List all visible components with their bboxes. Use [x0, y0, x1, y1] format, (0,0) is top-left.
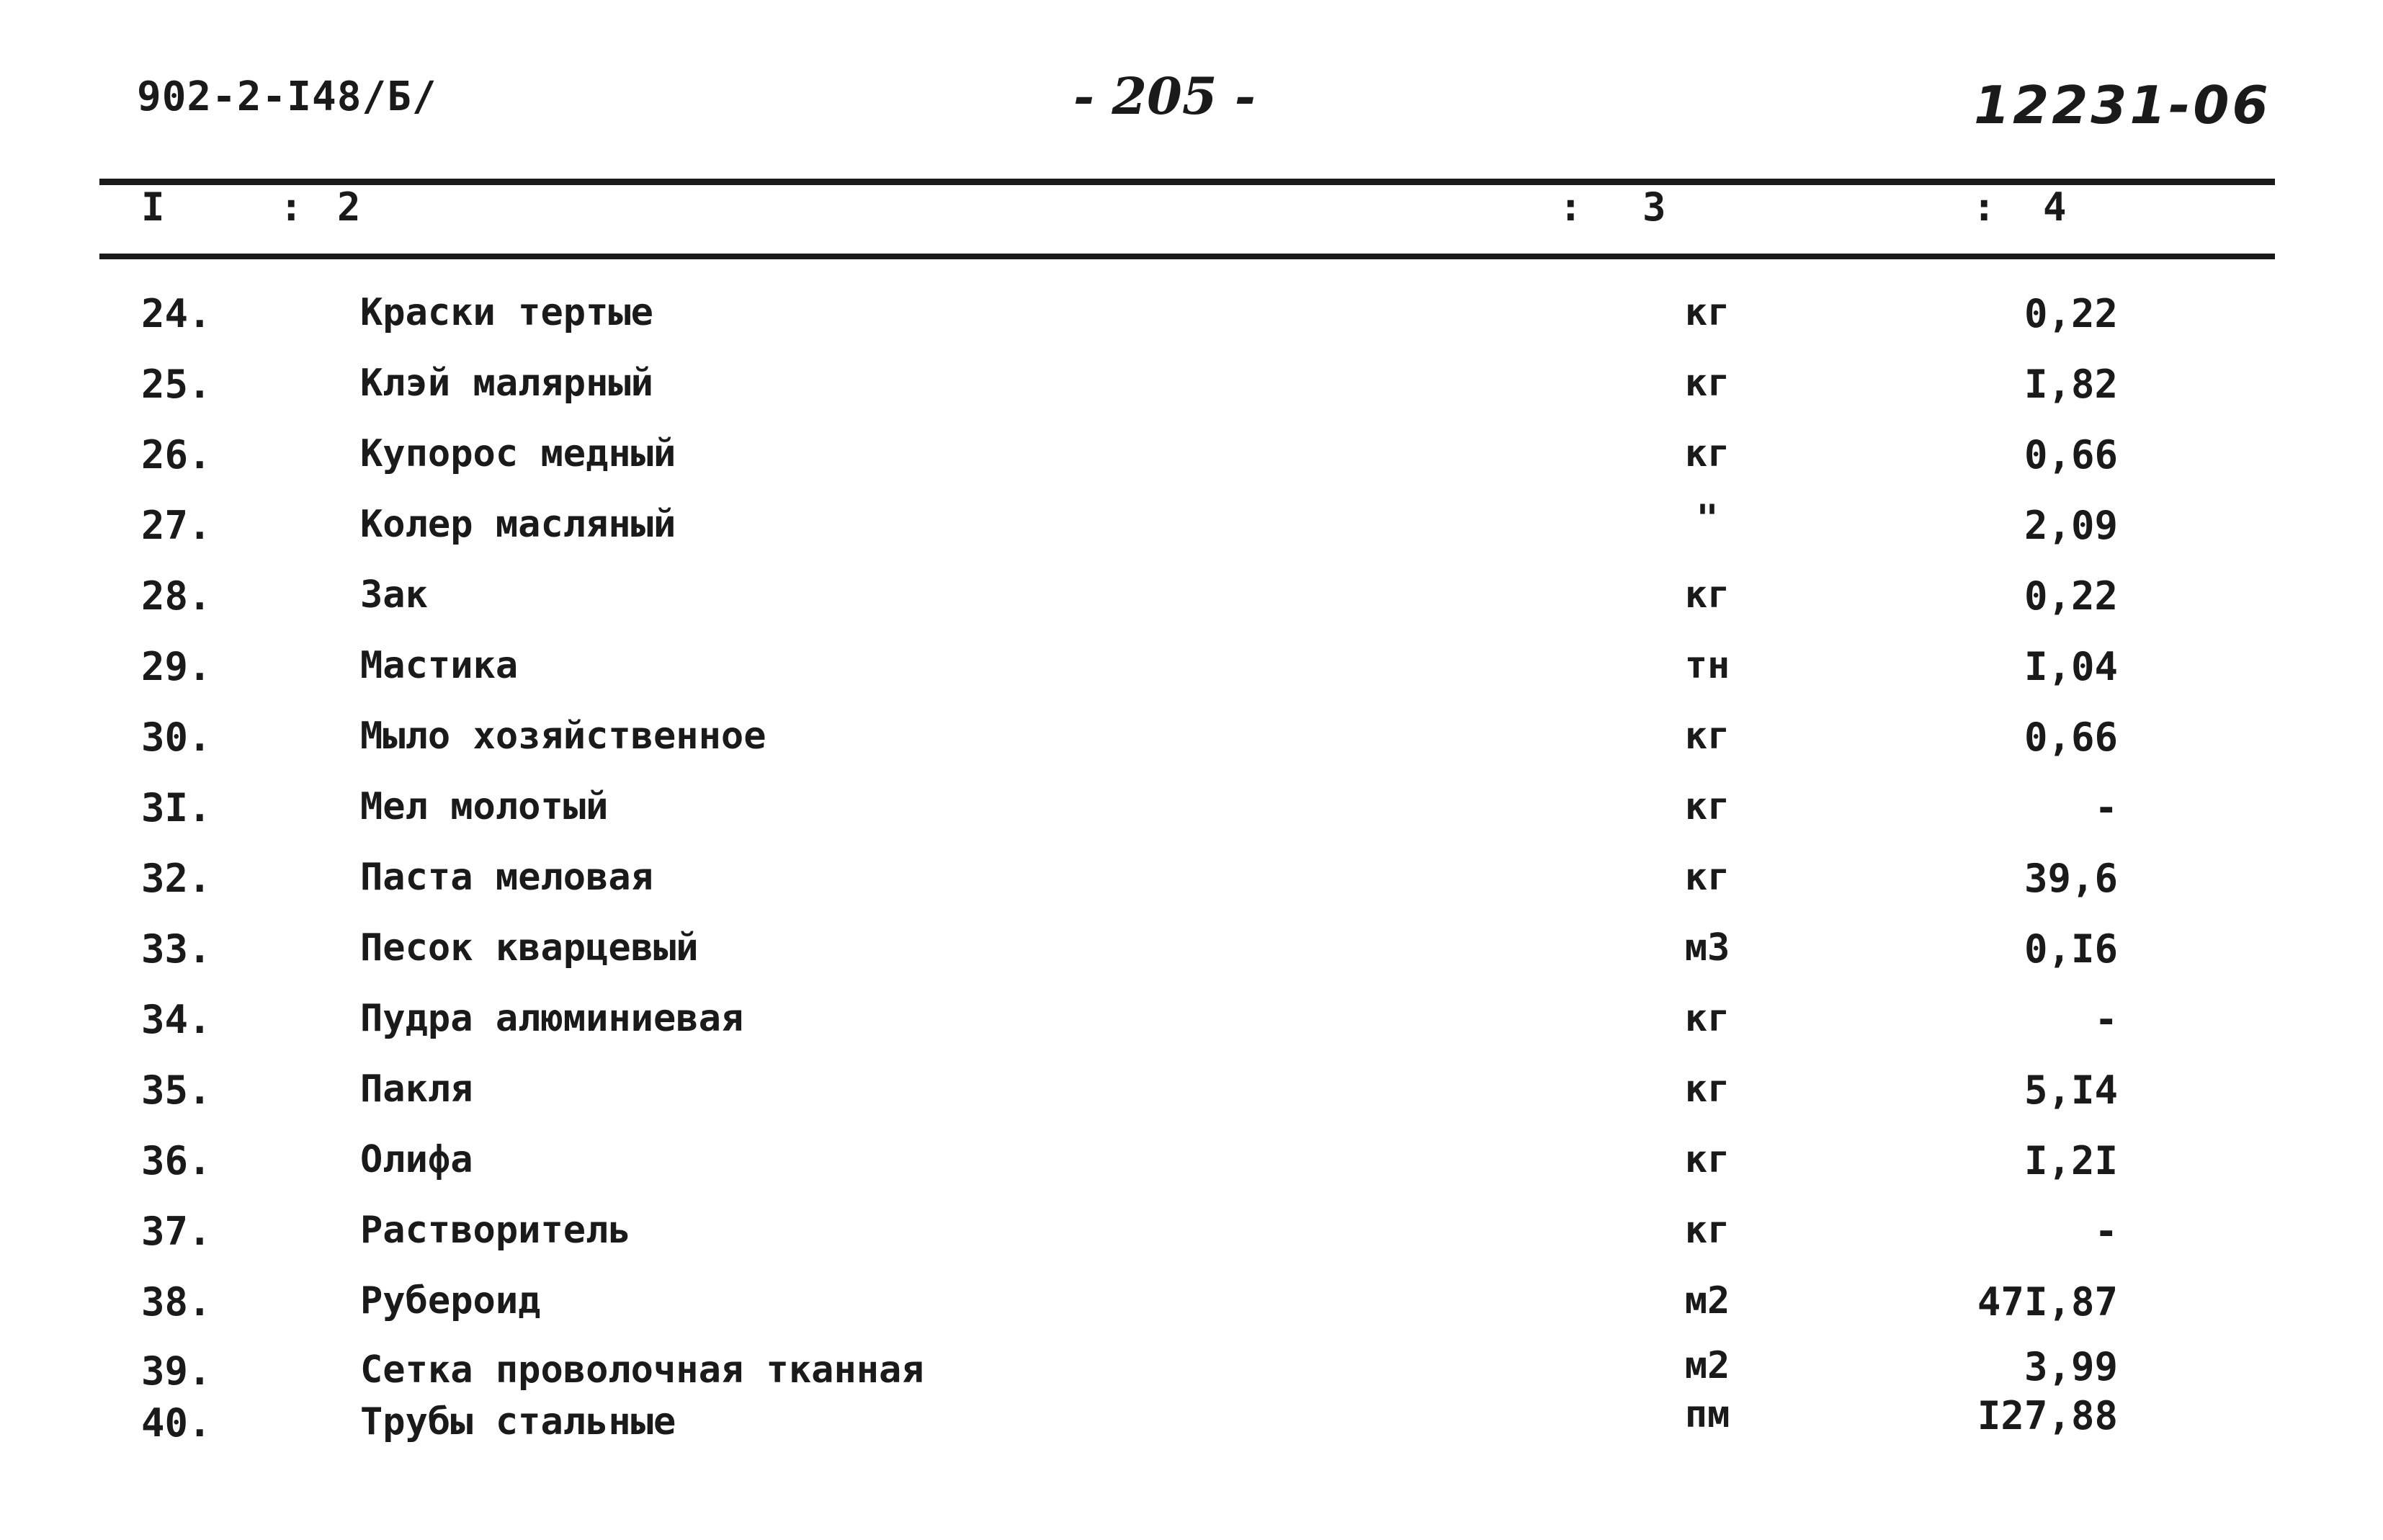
row-number: 32.	[141, 856, 212, 901]
column-separator: :	[1559, 184, 1583, 230]
quantity: 0,22	[2024, 291, 2118, 336]
document-code: 12231-06	[1974, 75, 2271, 135]
row-number: 28.	[141, 573, 212, 619]
material-name: Мел молотый	[360, 785, 609, 828]
unit: кг	[1684, 291, 1730, 334]
quantity: I,2I	[2024, 1138, 2118, 1183]
row-number: 26.	[141, 432, 212, 478]
page-number: - 205 -	[1073, 66, 1256, 126]
table-header-bottom-rule	[99, 254, 2275, 259]
quantity: 0,22	[2024, 573, 2118, 619]
quantity: -	[2094, 785, 2118, 831]
material-name: Паста меловая	[360, 856, 653, 899]
column-header-4: 4	[2043, 184, 2067, 230]
material-name: Растворитель	[360, 1209, 631, 1252]
column-header-1: I	[141, 184, 165, 230]
unit: м2	[1684, 1344, 1730, 1387]
row-number: 24.	[141, 291, 212, 336]
unit: кг	[1684, 1209, 1730, 1252]
unit: "	[1696, 497, 1719, 540]
row-number: 25.	[141, 362, 212, 407]
material-name: Пудра алюминиевая	[360, 997, 744, 1040]
row-number: 3I.	[141, 785, 212, 831]
unit: кг	[1684, 856, 1730, 899]
unit: кг	[1684, 1067, 1730, 1111]
material-name: Мастика	[360, 644, 519, 687]
row-number: 40.	[141, 1400, 212, 1446]
unit: кг	[1684, 1138, 1730, 1181]
material-name: Купорос медный	[360, 432, 676, 475]
material-name: Пакля	[360, 1067, 473, 1111]
material-name: Трубы стальные	[360, 1400, 676, 1443]
unit: кг	[1684, 715, 1730, 758]
unit: м2	[1684, 1279, 1730, 1322]
column-separator: :	[280, 184, 303, 230]
quantity: 0,66	[2024, 715, 2118, 760]
material-name: Рубероид	[360, 1279, 541, 1322]
unit: тн	[1684, 644, 1730, 687]
material-name: Краски тертые	[360, 291, 653, 334]
quantity: 0,I6	[2024, 926, 2118, 972]
column-header-3: 3	[1642, 184, 1666, 230]
row-number: 37.	[141, 1209, 212, 1254]
quantity: I,04	[2024, 644, 2118, 689]
unit: пм	[1684, 1393, 1730, 1436]
quantity: 5,I4	[2024, 1067, 2118, 1113]
quantity: 0,66	[2024, 432, 2118, 478]
material-name: Сетка проволочная тканная	[360, 1348, 924, 1392]
row-number: 38.	[141, 1279, 212, 1325]
row-number: 34.	[141, 997, 212, 1042]
quantity: 39,6	[2024, 856, 2118, 901]
column-header-2: 2	[337, 184, 361, 230]
row-number: 33.	[141, 926, 212, 972]
row-number: 39.	[141, 1348, 212, 1394]
quantity: 2,09	[2024, 503, 2118, 548]
quantity: -	[2094, 1209, 2118, 1254]
quantity: I27,88	[1977, 1393, 2118, 1438]
unit: кг	[1684, 573, 1730, 617]
row-number: 35.	[141, 1067, 212, 1113]
unit: кг	[1684, 432, 1730, 475]
material-name: Колер масляный	[360, 503, 676, 546]
quantity: -	[2094, 997, 2118, 1042]
unit: кг	[1684, 785, 1730, 828]
row-number: 29.	[141, 644, 212, 689]
row-number: 27.	[141, 503, 212, 548]
material-name: Олифа	[360, 1138, 473, 1181]
row-number: 30.	[141, 715, 212, 760]
quantity: 47I,87	[1977, 1279, 2118, 1325]
table-top-rule	[99, 179, 2275, 185]
material-name: Зак	[360, 573, 428, 617]
column-separator: :	[1972, 184, 1996, 230]
unit: кг	[1684, 362, 1730, 405]
material-name: Песок кварцевый	[360, 926, 699, 970]
quantity: 3,99	[2024, 1344, 2118, 1389]
document-reference: 902-2-I48/Б/	[137, 73, 437, 120]
quantity: I,82	[2024, 362, 2118, 407]
row-number: 36.	[141, 1138, 212, 1183]
unit: м3	[1684, 926, 1730, 970]
material-name: Клэй малярный	[360, 362, 653, 405]
unit: кг	[1684, 997, 1730, 1040]
material-name: Мыло хозяйственное	[360, 715, 766, 758]
